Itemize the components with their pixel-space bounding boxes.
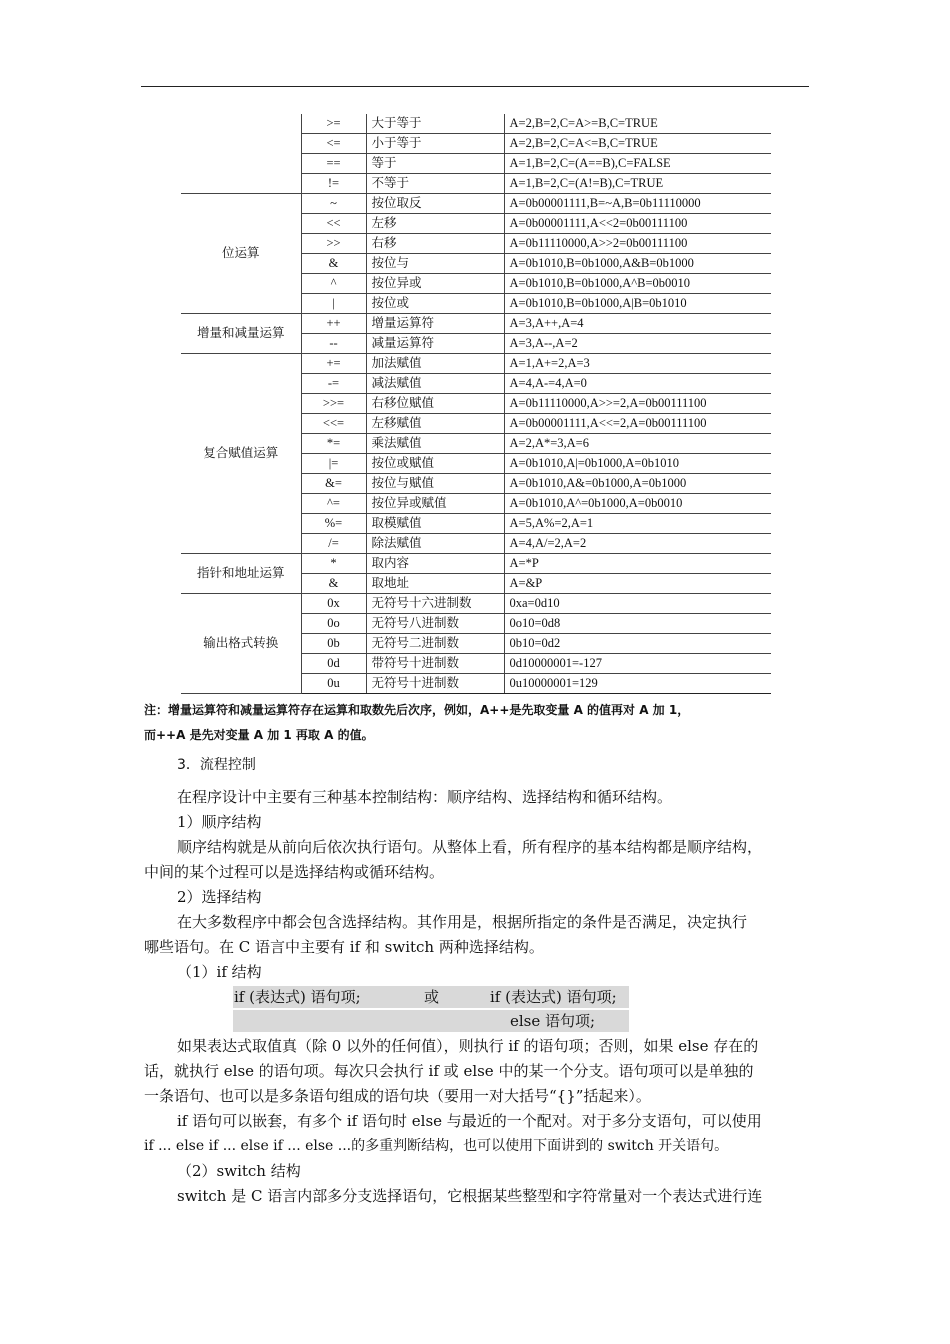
name-cell: 按位异或赋值: [366, 494, 504, 514]
operator-cell: +=: [301, 354, 366, 374]
example-cell: A=4,A-=4,A=0: [504, 374, 771, 394]
operator-cell: -=: [301, 374, 366, 394]
category-cell: 指针和地址运算: [181, 554, 301, 594]
example-cell: A=2,A*=3,A=6: [504, 434, 771, 454]
table-row: [181, 354, 771, 374]
name-cell: 按位异或: [366, 274, 504, 294]
table-row: [181, 554, 771, 574]
operator-cell: ^: [301, 274, 366, 294]
example-cell: A=1,A+=2,A=3: [504, 354, 771, 374]
example-cell: A=4,A/=2,A=2: [504, 534, 771, 554]
if-p1-line-2: 话，就执行 else 的语句项。每次只会执行 if 或 else 中的某一个分支。语句项可以是单独的: [144, 1062, 754, 1080]
table-row: [181, 594, 771, 614]
name-cell: 无符号二进制数: [366, 634, 504, 654]
name-cell: 按位取反: [366, 194, 504, 214]
operator-cell: |=: [301, 454, 366, 474]
example-cell: 0d10000001=-127: [504, 654, 771, 674]
operator-cell: >>=: [301, 394, 366, 414]
if-paragraph-2: [144, 1109, 808, 1159]
example-cell: 0b10=0d2: [504, 634, 771, 654]
name-cell: 无符号十六进制数: [366, 594, 504, 614]
example-cell: A=0b1010,A^=0b1000,A=0b0010: [504, 494, 771, 514]
category-cell: 增量和减量运算: [181, 314, 301, 354]
name-cell: 左移: [366, 214, 504, 234]
operator-cell: ^=: [301, 494, 366, 514]
operator-cell: ~: [301, 194, 366, 214]
example-cell: A=0b1010,B=0b1000,A&B=0b1000: [504, 254, 771, 274]
name-cell: 右移位赋值: [366, 394, 504, 414]
operator-cell: 0x: [301, 594, 366, 614]
example-cell: A=3,A--,A=2: [504, 334, 771, 354]
example-cell: A=2,B=2,C=A>=B,C=TRUE: [504, 114, 771, 134]
if-p2-line-2: if ... else if ... else if ... else ...的多重判断结构，也可以使用下面讲到的 switch 开关语句。: [144, 1138, 729, 1154]
name-cell: 等于: [366, 154, 504, 174]
operator-cell: 0d: [301, 654, 366, 674]
example-cell: A=3,A++,A=4: [504, 314, 771, 334]
example-cell: A=1,B=2,C=(A==B),C=FALSE: [504, 154, 771, 174]
selection-paragraph: [144, 910, 808, 960]
operator-cell: ==: [301, 154, 366, 174]
name-cell: 取地址: [366, 574, 504, 594]
code-else: else 语句项;: [510, 1012, 596, 1030]
operator-cell: %=: [301, 514, 366, 534]
operator-cell: !=: [301, 174, 366, 194]
operator-table: [181, 114, 771, 694]
example-cell: A=0b00001111,B=~A,B=0b11110000: [504, 194, 771, 214]
section-heading: 3．流程控制: [177, 757, 256, 773]
name-cell: 小于等于: [366, 134, 504, 154]
note-line-2: 而++A 是先对变量 A 加 1 再取 A 的值。: [144, 728, 374, 742]
category-cell: [181, 114, 301, 194]
operator-cell: |: [301, 294, 366, 314]
example-cell: A=0b00001111,A<<2=0b00111100: [504, 214, 771, 234]
name-cell: 按位或: [366, 294, 504, 314]
name-cell: 不等于: [366, 174, 504, 194]
example-cell: A=0b00001111,A<<=2,A=0b00111100: [504, 414, 771, 434]
operator-cell: 0u: [301, 674, 366, 694]
sequence-line-2: 中间的某个过程可以是选择结构或循环结构。: [144, 863, 445, 881]
table-row: [181, 314, 771, 334]
name-cell: 按位与赋值: [366, 474, 504, 494]
category-cell: 复合赋值运算: [181, 354, 301, 554]
operator-cell: /=: [301, 534, 366, 554]
switch-title: （2）switch 结构: [177, 1162, 301, 1180]
sequence-title: 1）顺序结构: [177, 813, 262, 831]
if-p1-line-3: 一条语句、也可以是多条语句组成的语句块（要用一对大括号“{}”括起来）。: [144, 1087, 651, 1105]
selection-line-2: 哪些语句。在 C 语言中主要有 if 和 switch 两种选择结构。: [144, 938, 544, 956]
table-row: [181, 114, 771, 134]
name-cell: 减量运算符: [366, 334, 504, 354]
example-cell: A=1,B=2,C=(A!=B),C=TRUE: [504, 174, 771, 194]
operator-cell: &: [301, 574, 366, 594]
code-if-simple: if (表达式) 语句项;: [234, 988, 361, 1006]
table-note: [144, 698, 812, 748]
name-cell: 除法赋值: [366, 534, 504, 554]
name-cell: 左移赋值: [366, 414, 504, 434]
operator-cell: <=: [301, 134, 366, 154]
example-cell: A=&P: [504, 574, 771, 594]
name-cell: 按位与: [366, 254, 504, 274]
example-cell: A=0b1010,B=0b1000,A|B=0b1010: [504, 294, 771, 314]
table-row: [181, 194, 771, 214]
example-cell: A=0b11110000,A>>=2,A=0b00111100: [504, 394, 771, 414]
example-cell: 0o10=0d8: [504, 614, 771, 634]
example-cell: A=*P: [504, 554, 771, 574]
code-or: 或: [424, 988, 440, 1006]
operator-cell: <<: [301, 214, 366, 234]
operator-cell: <<=: [301, 414, 366, 434]
example-cell: A=0b1010,B=0b1000,A^B=0b0010: [504, 274, 771, 294]
header-rule: [141, 86, 809, 87]
operator-cell: *: [301, 554, 366, 574]
operator-cell: ++: [301, 314, 366, 334]
if-p2-line-1: if 语句可以嵌套，有多个 if 语句时 else 与最近的一个配对。对于多分支语句，可以使用: [177, 1112, 762, 1130]
name-cell: 加法赋值: [366, 354, 504, 374]
name-cell: 大于等于: [366, 114, 504, 134]
name-cell: 增量运算符: [366, 314, 504, 334]
name-cell: 带符号十进制数: [366, 654, 504, 674]
operator-cell: >=: [301, 114, 366, 134]
name-cell: 乘法赋值: [366, 434, 504, 454]
operator-cell: *=: [301, 434, 366, 454]
name-cell: 无符号十进制数: [366, 674, 504, 694]
if-paragraph-1: [144, 1034, 808, 1109]
example-cell: A=2,B=2,C=A<=B,C=TRUE: [504, 134, 771, 154]
selection-line-1: 在大多数程序中都会包含选择结构。其作用是，根据所指定的条件是否满足，决定执行: [177, 913, 748, 931]
category-cell: 输出格式转换: [181, 594, 301, 694]
name-cell: 减法赋值: [366, 374, 504, 394]
switch-paragraph: switch 是 C 语言内部多分支选择语句，它根据某些整型和字符常量对一个表达式进行连: [177, 1187, 763, 1205]
operator-cell: &: [301, 254, 366, 274]
operator-cell: &=: [301, 474, 366, 494]
operator-cell: >>: [301, 234, 366, 254]
name-cell: 按位或赋值: [366, 454, 504, 474]
name-cell: 取模赋值: [366, 514, 504, 534]
name-cell: 右移: [366, 234, 504, 254]
code-if-else: if (表达式) 语句项;: [490, 988, 617, 1006]
if-p1-line-1: 如果表达式取值真（除 0 以外的任何值），则执行 if 的语句项；否则，如果 else 存在的: [177, 1037, 759, 1055]
example-cell: 0u10000001=129: [504, 674, 771, 694]
operator-cell: 0b: [301, 634, 366, 654]
sequence-line-1: 顺序结构就是从前向后依次执行语句。从整体上看，所有程序的基本结构都是顺序结构，: [177, 838, 763, 856]
intro-paragraph: 在程序设计中主要有三种基本控制结构：顺序结构、选择结构和循环结构。: [177, 788, 673, 806]
sequence-paragraph: [144, 835, 808, 885]
note-line-1: 注：增量运算符和减量运算符存在运算和取数先后次序，例如，A++是先取变量 A 的值再对 A 加 1，: [144, 703, 690, 717]
example-cell: A=0b1010,A&=0b1000,A=0b1000: [504, 474, 771, 494]
category-cell: 位运算: [181, 194, 301, 314]
selection-title: 2）选择结构: [177, 888, 262, 906]
operator-cell: --: [301, 334, 366, 354]
name-cell: 无符号八进制数: [366, 614, 504, 634]
name-cell: 取内容: [366, 554, 504, 574]
example-cell: A=5,A%=2,A=1: [504, 514, 771, 534]
example-cell: A=0b11110000,A>>2=0b00111100: [504, 234, 771, 254]
if-structure-title: （1）if 结构: [177, 963, 262, 981]
example-cell: A=0b1010,A|=0b1000,A=0b1010: [504, 454, 771, 474]
operator-cell: 0o: [301, 614, 366, 634]
example-cell: 0xa=0d10: [504, 594, 771, 614]
